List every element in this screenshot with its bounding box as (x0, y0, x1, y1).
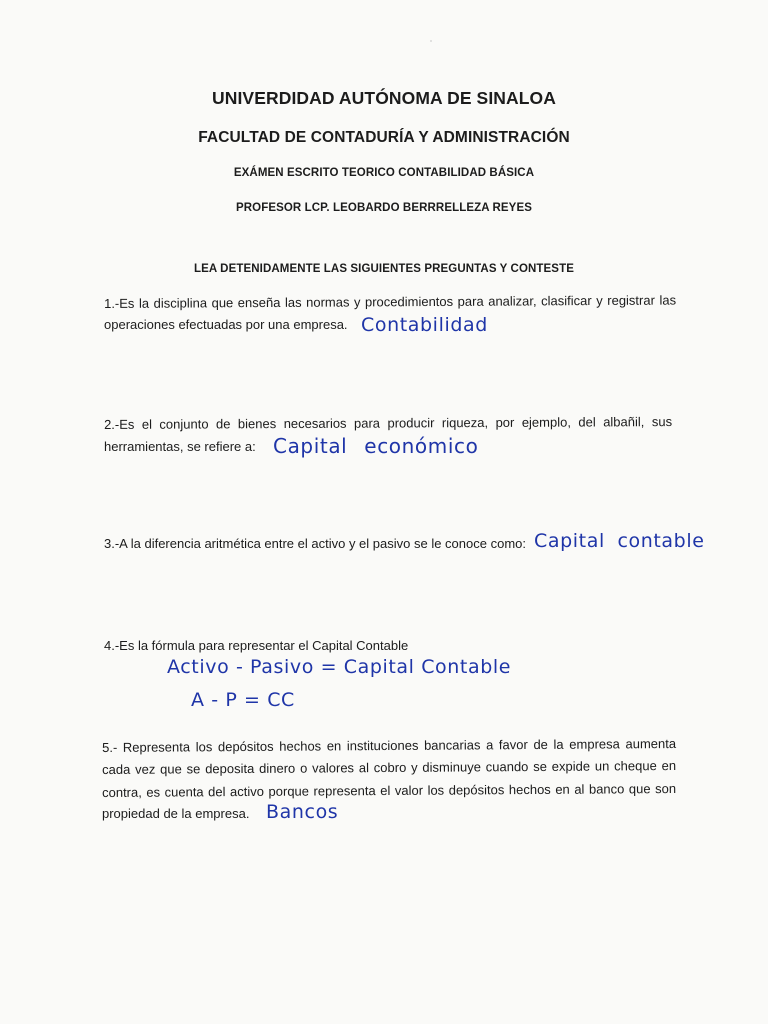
question-5-line-2: cada vez que se deposita dinero o valores al cobro y disminuye cuando se expide un cheque en (102, 757, 677, 777)
question-2-line-1: 2.-Es el conjunto de bienes necesarios para producir riqueza, por ejemplo, del albañil, sus (104, 414, 673, 432)
professor-name: PROFESOR LCP. LEOBARDO BERRRELLEZA REYES (235, 202, 532, 214)
question-4-line-1: 4.-Es la fórmula para representar el Capital Contable (104, 638, 409, 653)
question-4-answer: Activo - Pasivo = Capital Contable (167, 656, 512, 678)
question-3-answer: Capital contable (534, 530, 705, 552)
question-5-answer: Bancos (266, 801, 339, 823)
question-1-line-1: 1.-Es la disciplina que enseña las normas y procedimientos para analizar, clasificar y registrar las (104, 292, 677, 311)
question-2-answer: Capital económico (273, 434, 479, 458)
question-5-line-4: propiedad de la empresa. (102, 806, 250, 821)
faculty-title: FACULTAD DE CONTADURÍA Y ADMINISTRACIÓN (198, 129, 570, 146)
question-5-line-3: contra, es cuenta del activo porque representa el valor los depósitos hechos en al banco que son (102, 780, 677, 800)
question-1-answer: Contabilidad (361, 314, 488, 336)
question-4-answer-short: A - P = CC (191, 689, 295, 711)
instructions: LEA DETENIDAMENTE LAS SIGUIENTES PREGUNTAS Y CONTESTE (194, 263, 574, 275)
university-title: UNIVERDIDAD AUTÓNOMA DE SINALOA (211, 88, 557, 108)
scan-speck (430, 40, 432, 42)
question-3-line-1: 3.-A la diferencia aritmética entre el activo y el pasivo se le conoce como: (104, 536, 526, 551)
exam-title: EXÁMEN ESCRITO TEORICO CONTABILIDAD BÁSICA (233, 167, 535, 179)
question-5-line-1: 5.- Representa los depósitos hechos en instituciones bancarias a favor de la empresa aumenta (102, 735, 677, 755)
question-1-line-2: operaciones efectuadas por una empresa. (104, 317, 348, 332)
question-2-line-2: herramientas, se refiere a: (104, 439, 256, 454)
